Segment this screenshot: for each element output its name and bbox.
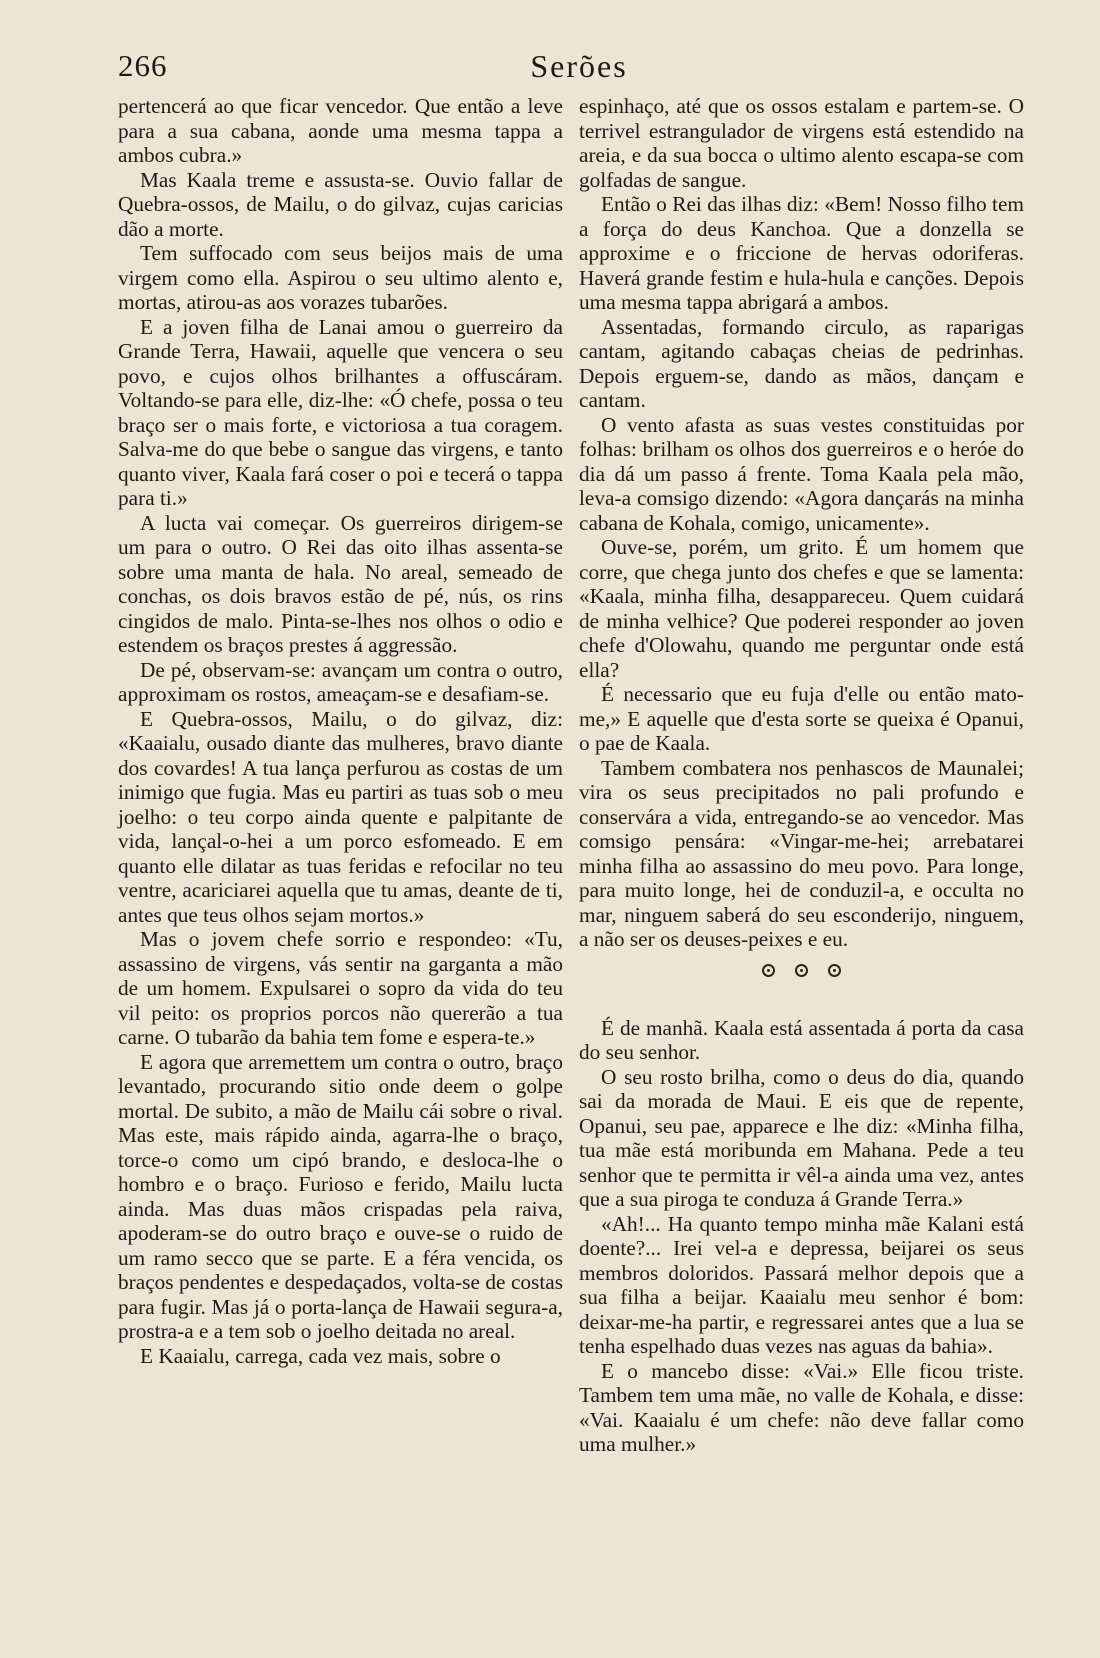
paragraph: E o mancebo disse: «Vai.» Elle ficou triste. Tambem tem uma mãe, no valle de Kohala, e disse: «Vai. Kaaialu é um chefe: não deve fallar como uma mulher.» (579, 1358, 1024, 1456)
paragraph: Tem suffocado com seus beijos mais de uma virgem como ella. Aspirou o seu ultimo alento e, mortas, atirou-as aos vorazes tubarões. (118, 241, 563, 314)
paragraph: Mas o jovem chefe sorrio e respondeo: «Tu, assassino de virgens, vás sentir na garganta a mão de um homem. Expulsarei o sopro da vida do teu vil peito: os proprios porcos não quererão a tua carne. O tubarão da bahia tem fome e espera-te.» (118, 927, 563, 1049)
ornament-icon (795, 964, 808, 977)
paragraph: Ouve-se, porém, um grito. É um homem que corre, que chega junto dos chefes e que se lamenta: «Kaala, minha filha, desappareceu. Quem cuidará de minha velhice? Que poderei responder ao joven chefe d'Olowahu, quando me perguntar onde está ella? (579, 535, 1024, 682)
paragraph: E agora que arremettem um contra o outro, braço levantado, procurando sitio onde deem o golpe mortal. De subito, a mão de Mailu cái sobre o rival. Mas este, mais rápido ainda, agarra-lhe o braço, torce-o como um cipó brando, e desloca-lhe o hombro e o braço. Furioso e ferido, Mailu lucta ainda. Mas duas mãos crispadas pela raiva, apoderam-se do outro braço e ouve-se o ruido de um ramo secco que se parte. E a féra vencida, os braços pendentes e despedaçados, volta-se de costas para fugir. Mas já o porta-lança de Hawaii segura-a, prostra-a e a tem sob o joelho deitada no areal. (118, 1049, 563, 1343)
paragraph: Assentadas, formando circulo, as raparigas cantam, agitando cabaças cheias de pedrinhas. Depois erguem-se, dando as mãos, dançam e cantam. (579, 314, 1024, 412)
paragraph: É necessario que eu fuja d'elle ou então mato-me,» E aquelle que d'esta sorte se queixa é Opanui, o pae de Kaala. (579, 682, 1024, 755)
paragraph: Então o Rei das ilhas diz: «Bem! Nosso filho tem a força do deus Kanchoa. Que a donzella se approxime e o friccione de hervas odoriferas. Haverá grande festim e hula-hula e canções. Depois uma mesma tappa abrigará a ambos. (579, 192, 1024, 314)
paragraph: Tambem combatera nos penhascos de Maunalei; vira os seus precipitados no pali profundo e conservára a vida, entregando-se ao vencedor. Mas comsigo pensára: «Vingar-me-hei; arrebatarei minha filha ao assassino do meu povo. Para longe, para muito longe, hei de conduzil-a, e occulta no mar, ninguem saberá do seu esconderijo, ninguem, a não ser os deuses-peixes e eu. (579, 755, 1024, 951)
paragraph: Mas Kaala treme e assusta-se. Ouvio fallar de Quebra-ossos, de Mailu, o do gilvaz, cujas caricias dão a morte. (118, 167, 563, 241)
paragraph: E Quebra-ossos, Mailu, o do gilvaz, diz: «Kaaialu, ousado diante das mulheres, bravo diante dos covardes! A tua lança perfurou as costas de um inimigo que fugia. Mas eu partiri as tuas sob o meu joelho: o teu corpo ainda quente e palpitante de vida, lançal-o-hei a um porco esfomeado. E em quanto elle dilatar as tuas feridas e refocilar no teu ventre, acariciarei aquella que tu amas, deante de ti, antes que teus olhos sejam mortos.» (118, 706, 563, 927)
paragraph: A lucta vai começar. Os guerreiros dirigem-se um para o outro. O Rei das oito ilhas assenta-se sobre uma manta de hala. No areal, semeado de conchas, os dois bravos estão de pé, nús, os rins cingidos de malo. Pinta-se-lhes nos olhos o odio e estendem os braços prestes á aggressão. (118, 510, 563, 657)
ornament-icon (828, 964, 841, 977)
paragraph: pertencerá ao que ficar vencedor. Que então a leve para a sua cabana, aonde uma mesma tappa a ambos cubra.» (118, 94, 563, 167)
paragraph: E Kaaialu, carrega, cada vez mais, sobre o (140, 1343, 501, 1368)
running-head: Serões (530, 48, 628, 84)
ornament-icon (762, 964, 775, 977)
left-column (118, 94, 563, 1368)
section-ornament (579, 964, 1024, 986)
paragraph: De pé, observam-se: avançam um contra o outro, approximam os rostos, ameaçam-se e desafiam-se. (118, 657, 563, 706)
paragraph: E a joven filha de Lanai amou o guerreiro da Grande Terra, Hawaii, aquelle que vencera o seu povo, e cujos olhos brilhantes a offuscáram. Voltando-se para elle, diz-lhe: «Ó chefe, possa o teu braço ser o mais forte, e victoriosa a tua coragem. Salva-me do que bebe o sangue das virgens, e tanto quanto viver, Kaala fará coser o poi e tecerá o tappa para ti.» (118, 314, 563, 510)
page-number: 266 (118, 48, 168, 83)
right-column (579, 94, 1024, 1457)
page-header (118, 48, 1040, 92)
paragraph: O seu rosto brilha, como o deus do dia, quando sai da morada de Maui. E eis que de repente, Opanui, seu pae, apparece e lhe diz: «Minha filha, tua mãe está moribunda em Mahana. Pede a teu senhor que te permitta ir vêl-a ainda uma vez, antes que a sua piroga te conduza á Grande Terra.» (579, 1064, 1024, 1211)
paragraph: O vento afasta as suas vestes constituidas por folhas: brilham os olhos dos guerreiros e o heróe do dia dá um passo á frente. Toma Kaala pela mão, leva-a comsigo dizendo: «Agora dançarás na minha cabana de Kohala, comigo, unicamente». (579, 412, 1024, 535)
paragraph: É de manhã. Kaala está assentada á porta da casa do seu senhor. (579, 1015, 1024, 1064)
paragraph: espinhaço, até que os ossos estalam e partem-se. O terrivel estrangulador de virgens está estendido na areia, e da sua bocca o ultimo alento escapa-se com golfadas de sangue. (579, 94, 1024, 192)
paragraph: «Ah!... Ha quanto tempo minha mãe Kalani está doente?... Irei vel-a e depressa, beijarei os seus membros doloridos. Passará melhor depois que a sua filha a beijar. Kaaialu meu senhor é bom: deixar-me-ha partir, e regressarei antes que a lua se tenha espelhado duas vezes nas aguas da bahia». (579, 1211, 1024, 1358)
